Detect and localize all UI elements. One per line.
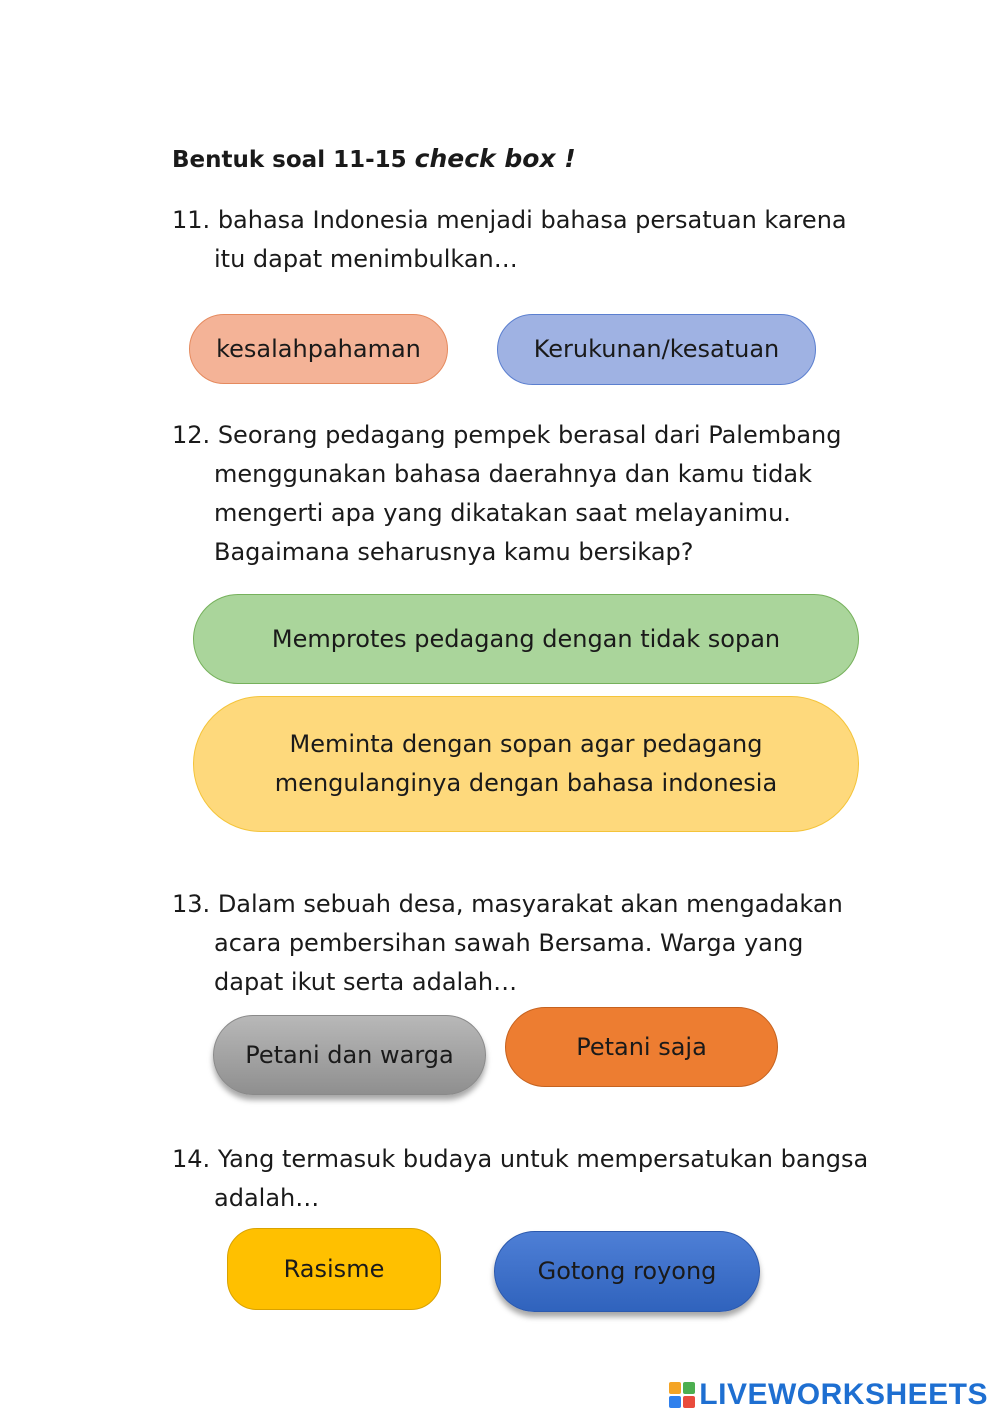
option-label: Rasisme (283, 1254, 385, 1283)
question-number: 11. (172, 206, 211, 234)
section-title-prefix: Bentuk soal 11-15 (172, 147, 415, 173)
question-12-line-3: mengerti apa yang dikatakan saat melayanimu. (214, 499, 791, 527)
option-label: Petani dan warga (245, 1040, 454, 1069)
option-gotong-royong[interactable] (494, 1231, 760, 1312)
option-meminta-dengan-sopan[interactable] (193, 696, 859, 832)
question-12-line-4: Bagaimana seharusnya kamu bersikap? (214, 538, 694, 566)
question-number: 13. (172, 890, 211, 918)
question-13-line-2: acara pembersihan sawah Bersama. Warga yang (214, 929, 804, 957)
question-12 (172, 416, 842, 572)
option-label: Kerukunan/kesatuan (533, 335, 780, 363)
question-11-line-1: 11. bahasa Indonesia menjadi bahasa persatuan karena (172, 201, 847, 240)
question-13-line-3: dapat ikut serta adalah… (214, 968, 518, 996)
option-label: Gotong royong (537, 1257, 717, 1285)
question-14 (172, 1140, 868, 1218)
question-13-line-1: 13. Dalam sebuah desa, masyarakat akan mengadakan (172, 885, 843, 924)
option-kesalahpahaman[interactable] (189, 314, 448, 384)
brand-name: LIVEWORKSHEETS (699, 1378, 988, 1411)
option-label-line-1: Meminta dengan sopan agar pedagang (289, 730, 763, 758)
option-petani-saja[interactable] (505, 1007, 778, 1087)
option-memprotes-pedagang[interactable] (193, 594, 859, 684)
question-12-line-1: 12. Seorang pedagang pempek berasal dari Palembang (172, 416, 842, 455)
liveworksheets-grid-icon (669, 1382, 695, 1408)
liveworksheets-logo (669, 1378, 988, 1412)
option-label-line-2: mengulanginya dengan bahasa indonesia (274, 769, 778, 797)
option-label: Memprotes pedagang dengan tidak sopan (271, 624, 781, 653)
option-rasisme[interactable] (227, 1228, 441, 1310)
question-number: 14. (172, 1145, 211, 1173)
question-13 (172, 885, 843, 1002)
question-12-line-2: menggunakan bahasa daerahnya dan kamu tidak (214, 460, 813, 488)
section-title-emphasis: check box ! (414, 144, 576, 173)
section-title (172, 144, 576, 173)
option-petani-dan-warga[interactable] (213, 1015, 486, 1095)
question-11-line-2: itu dapat menimbulkan… (214, 245, 518, 273)
option-label: kesalahpahaman (216, 334, 421, 363)
option-kerukunan-kesatuan[interactable] (497, 314, 816, 385)
question-11 (172, 201, 847, 279)
option-label: Petani saja (576, 1032, 707, 1061)
question-number: 12. (172, 421, 211, 449)
question-14-line-1: 14. Yang termasuk budaya untuk mempersatukan bangsa (172, 1140, 868, 1179)
question-14-line-2: adalah… (214, 1184, 320, 1212)
